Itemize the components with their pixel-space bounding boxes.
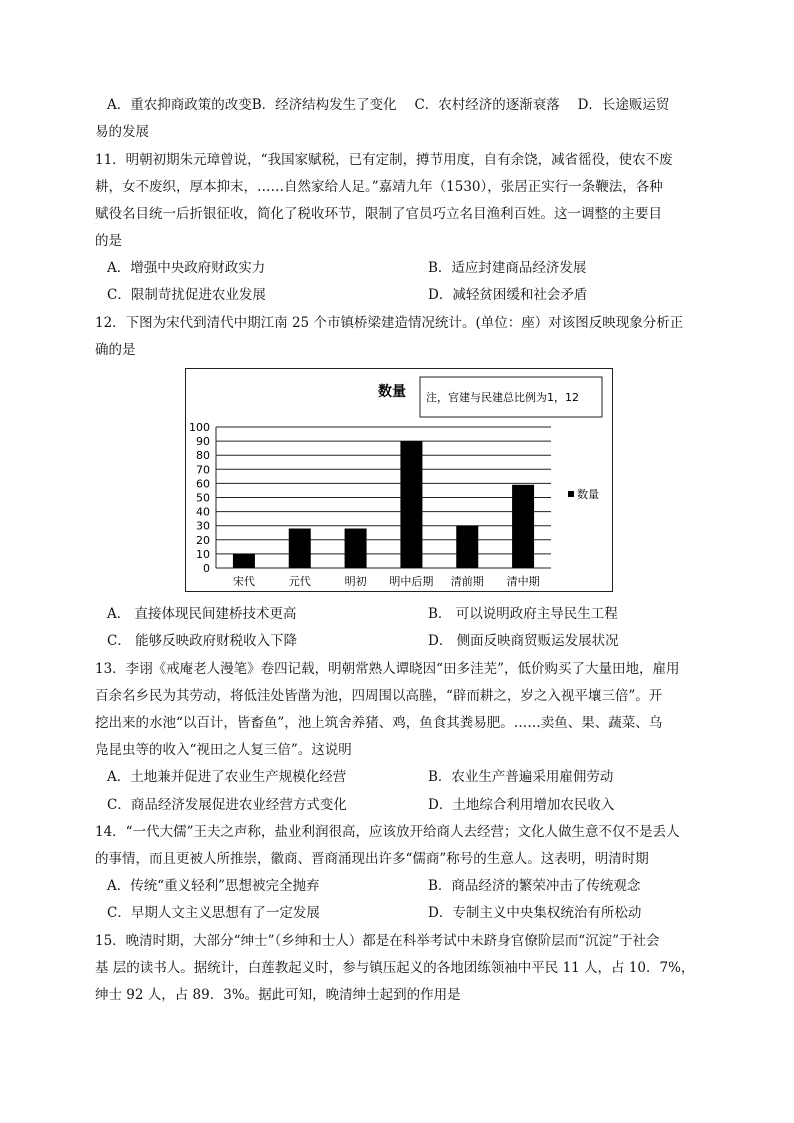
bridge-chart (185, 368, 613, 592)
q11-stem-line1: 11．明朝初期朱元璋曾说，“我国家赋税，已有定制，撙节用度，自有余饶，减省徭役，使农不废 (95, 152, 673, 168)
y-tick-label: 0 (203, 562, 210, 575)
q15-stem-line3: 绅士 92 人，占 89．3%。据此可知，晚清绅士起到的作用是 (95, 987, 461, 1003)
q11-stem-line3: 赋役名目统一后折银征收，简化了税收环节，限制了官员巧立名目渔利百姓。这一调整的主要目 (95, 206, 662, 222)
chart-title: 数量 (378, 384, 406, 400)
y-tick-label: 80 (196, 449, 210, 463)
q13-stem-line2: 百余名乡民为其劳动，将低洼处皆凿为池，四周围以高塍，“辟而耕之，岁之入视平壤三倍”。开 (95, 688, 663, 704)
q13-stem-line3: 挖出来的水池“以百计，皆畜鱼”，池上筑舍养猪、鸡，鱼食其粪易肥。……卖鱼、果、蔬菜、乌 (95, 715, 663, 731)
y-tick-label: 10 (196, 547, 210, 561)
bar-3 (400, 441, 422, 568)
legend-swatch (568, 491, 574, 497)
q14-option-d: D．专制主义中央集权统治有所松动 (428, 905, 642, 921)
x-category-label: 明中后期 (389, 575, 434, 588)
bar-0 (233, 554, 255, 568)
q13-option-a: A．土地兼并促进了农业生产规模化经营 (107, 769, 347, 785)
y-tick-label: 30 (196, 519, 210, 533)
q12-stem-line1: 12．下图为宋代到清代中期江南 25 个市镇桥梁建造情况统计。(单位：座）对该图反映现象分析正 (95, 315, 684, 331)
q14-option-a: A．传统“重义轻利”思想被完全抛弃 (107, 878, 320, 894)
q10-options-line1: A．重农抑商政策的改变B．经济结构发生了变化 C．农村经济的逐渐衰落 D．长途贩运贸 (107, 97, 670, 113)
bar-1 (289, 529, 311, 568)
q15-stem-line1: 15．晚清时期，大部分“绅士”（乡绅和士人）都是在科举考试中未跻身官僚阶层而“沉淀”于社会 (95, 933, 660, 949)
q14-stem-line2: 的事情，而且更被人所推崇，徽商、晋商涌现出许多“儒商”称号的生意人。这表明，明清时期 (95, 851, 649, 867)
q12-option-b: B． 可以说明政府主导民生工程 (428, 606, 618, 622)
y-tick-label: 100 (189, 421, 210, 434)
q14-stem-line1: 14．“一代大儒”王夫之声称，盐业利润很高，应该放开给商人去经营；文化人做生意不仅不是丢人 (95, 824, 680, 840)
q11-option-c: C．限制苛扰促进农业发展 (107, 287, 266, 303)
q10-options-line2: 易的发展 (95, 124, 149, 140)
q13-option-b: B．农业生产普遍采用雇佣劳动 (428, 769, 614, 785)
y-tick-label: 50 (196, 491, 210, 505)
q11-stem-line4: 的是 (95, 233, 122, 249)
x-category-label: 清中期 (506, 575, 540, 588)
q13-stem-line1: 13．李诩《戒庵老人漫笔》卷四记载，明朝常熟人谭晓因“田多洼芜”，低价购买了大量田地，雇用 (95, 661, 680, 677)
chart-note: 注，官建与民建总比例为1，12 (426, 391, 579, 404)
x-category-label: 元代 (288, 575, 311, 588)
x-category-label: 清前期 (450, 575, 484, 588)
q11-stem-line2: 耕，女不废织，厚本抑末，……自然家给人足。”嘉靖九年（1530），张居正实行一条鞭法，各种 (95, 179, 663, 195)
y-tick-label: 60 (196, 477, 210, 491)
q13-option-c: C．商品经济发展促进农业经营方式变化 (107, 797, 347, 813)
q12-option-a: A． 直接体现民间建桥技术更高 (107, 606, 297, 622)
q13-stem-line4: 凫昆虫等的收入“视田之人复三倍”。这说明 (95, 742, 352, 758)
bar-5 (512, 485, 534, 568)
q14-option-b: B．商品经济的繁荣冲击了传统观念 (428, 878, 641, 894)
q12-option-c: C． 能够反映政府财税收入下降 (107, 633, 298, 649)
q12-option-d: D． 侧面反映商贸贩运发展状况 (428, 633, 619, 649)
bridge-chart-svg (186, 369, 612, 591)
q13-option-d: D．土地综合利用增加农民收入 (428, 797, 615, 813)
legend-label: 数量 (577, 488, 599, 501)
y-tick-label: 70 (196, 463, 210, 477)
q15-stem-line2: 基 层的读书人。据统计，白莲教起义时，参与镇压起义的各地团练领袖中平民 11 人，占 10．7%， (95, 960, 695, 976)
y-tick-label: 40 (196, 505, 210, 519)
x-category-label: 宋代 (232, 575, 255, 588)
q12-stem-line2: 确的是 (95, 342, 136, 358)
q11-option-b: B．适应封建商品经济发展 (428, 260, 587, 276)
q11-option-d: D．减轻贫困缓和社会矛盾 (428, 287, 588, 303)
q11-option-a: A．增强中央政府财政实力 (107, 260, 266, 276)
y-tick-label: 90 (196, 435, 210, 449)
bar-4 (456, 526, 478, 568)
bar-2 (345, 529, 367, 568)
x-category-label: 明初 (344, 575, 367, 588)
q14-option-c: C．早期人文主义思想有了一定发展 (107, 905, 320, 921)
y-tick-label: 20 (196, 533, 210, 547)
